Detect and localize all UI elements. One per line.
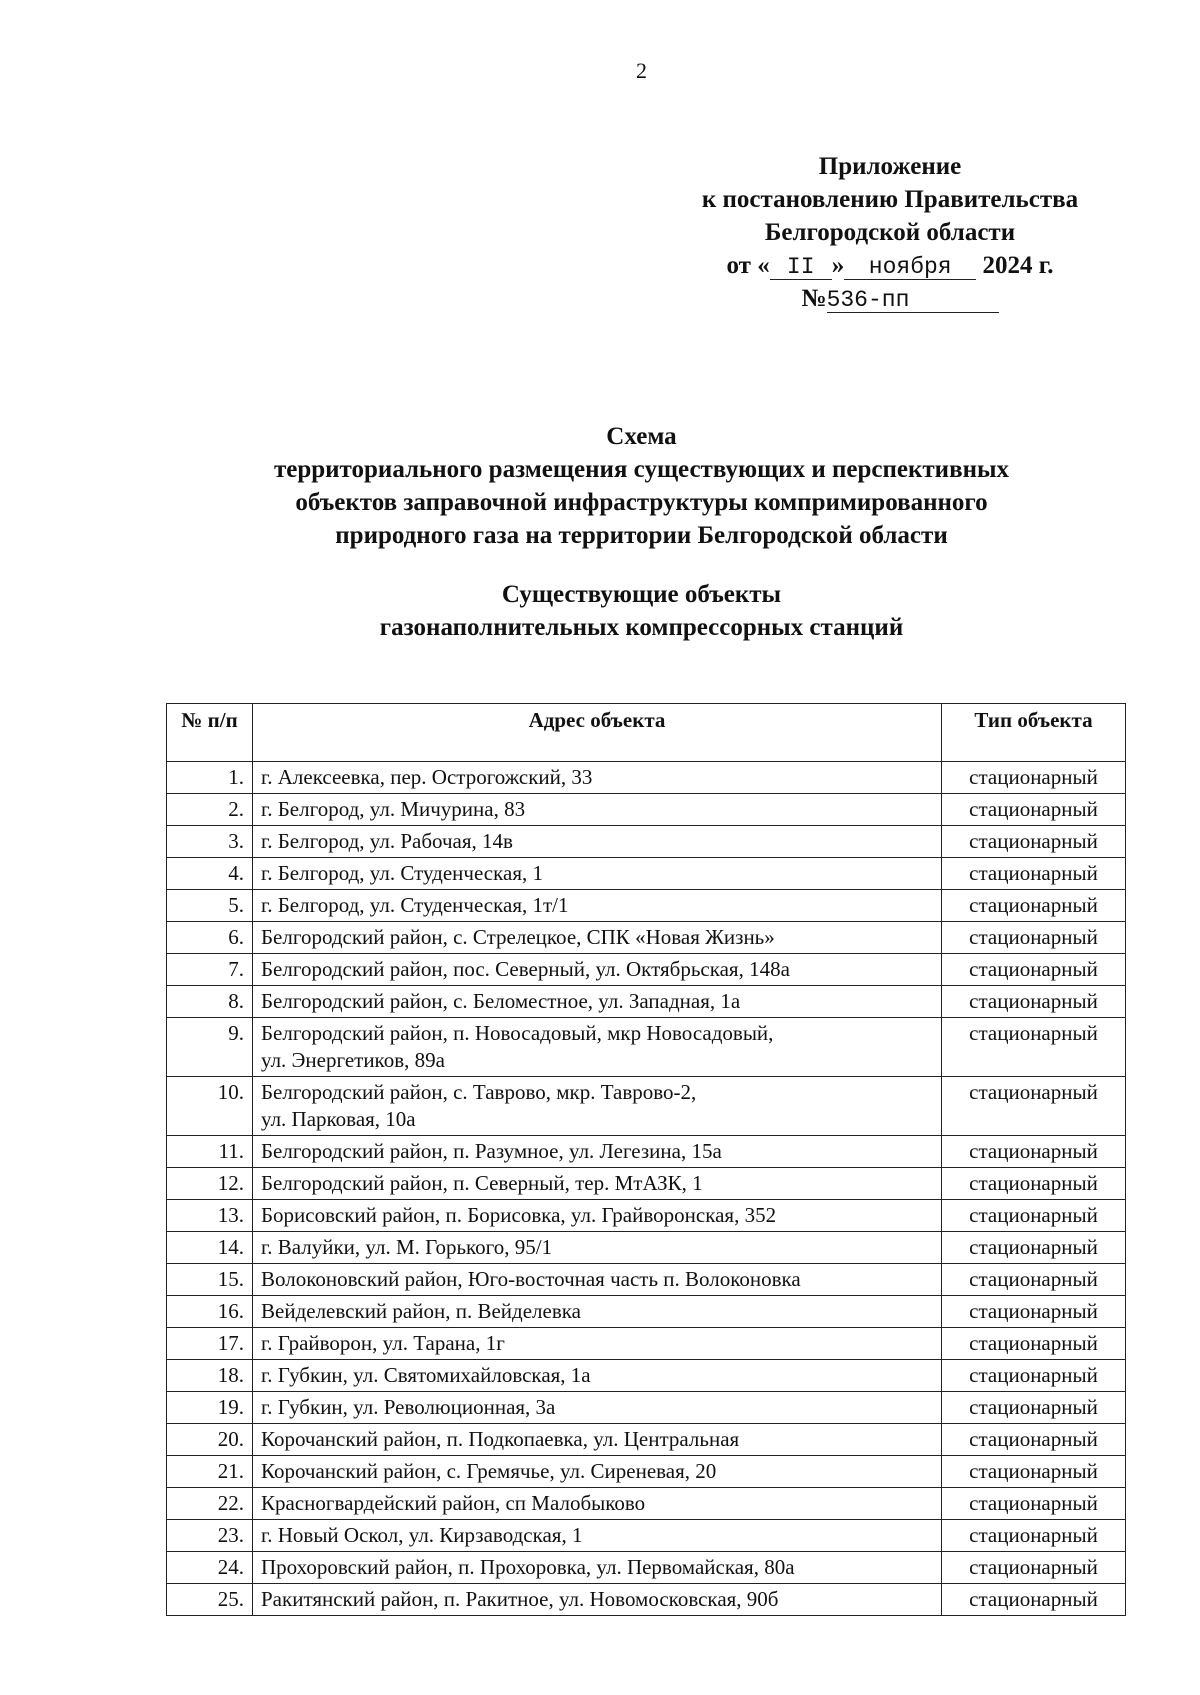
row-number: 17. bbox=[167, 1328, 253, 1360]
row-number: 3. bbox=[167, 826, 253, 858]
row-address: Волоконовский район, Юго-восточная часть п. Волоконовка bbox=[253, 1264, 942, 1296]
row-type: стационарный bbox=[942, 1232, 1126, 1264]
table-row bbox=[167, 1136, 1126, 1168]
row-type: стационарный bbox=[942, 1488, 1126, 1520]
row-type: стационарный bbox=[942, 858, 1126, 890]
row-type: стационарный bbox=[942, 890, 1126, 922]
row-address: г. Новый Оскол, ул. Кирзаводская, 1 bbox=[253, 1520, 942, 1552]
row-type: стационарный bbox=[942, 1168, 1126, 1200]
header-address: Адрес объекта bbox=[253, 704, 942, 762]
header-type: Тип объекта bbox=[942, 704, 1126, 762]
row-number: 4. bbox=[167, 858, 253, 890]
number-prefix: № bbox=[801, 285, 827, 312]
row-number: 18. bbox=[167, 1360, 253, 1392]
row-address-line-1: Белгородский район, п. Новосадовый, мкр Новосадовый, bbox=[261, 1021, 774, 1045]
row-address: г. Алексеевка, пер. Острогожский, 33 bbox=[253, 762, 942, 794]
row-address: г. Губкин, ул. Революционная, 3а bbox=[253, 1392, 942, 1424]
row-number: 23. bbox=[167, 1520, 253, 1552]
table-row bbox=[167, 1488, 1126, 1520]
row-address: г. Белгород, ул. Рабочая, 14в bbox=[253, 826, 942, 858]
row-address-line-2: ул. Энергетиков, 89а bbox=[261, 1048, 445, 1072]
row-address bbox=[253, 1077, 942, 1136]
row-type: стационарный bbox=[942, 1077, 1126, 1136]
table-row bbox=[167, 858, 1126, 890]
table-row bbox=[167, 1296, 1126, 1328]
row-address: Белгородский район, с. Беломестное, ул. Западная, 1а bbox=[253, 986, 942, 1018]
row-number: 25. bbox=[167, 1584, 253, 1616]
row-address: г. Белгород, ул. Мичурина, 83 bbox=[253, 794, 942, 826]
row-address: Ракитянский район, п. Ракитное, ул. Новомосковская, 90б bbox=[253, 1584, 942, 1616]
appendix-line-resolution: к постановлению Правительства bbox=[701, 186, 1079, 213]
row-type: стационарный bbox=[942, 826, 1126, 858]
appendix-line-region: Белгородской области bbox=[764, 219, 1016, 246]
row-type: стационарный bbox=[942, 1264, 1126, 1296]
table-row bbox=[167, 986, 1126, 1018]
table-row bbox=[167, 954, 1126, 986]
section-subtitle bbox=[0, 578, 1200, 644]
row-address-line-2: ул. Парковая, 10а bbox=[261, 1107, 416, 1131]
table-row bbox=[167, 794, 1126, 826]
appendix-number bbox=[640, 282, 1140, 315]
row-number: 6. bbox=[167, 922, 253, 954]
appendix-title: Приложение bbox=[818, 153, 962, 180]
row-address: г. Валуйки, ул. М. Горького, 95/1 bbox=[253, 1232, 942, 1264]
table-row bbox=[167, 1584, 1126, 1616]
row-number: 15. bbox=[167, 1264, 253, 1296]
row-type: стационарный bbox=[942, 1360, 1126, 1392]
document-title bbox=[0, 420, 1200, 552]
row-address: Белгородский район, п. Разумное, ул. Легезина, 15а bbox=[253, 1136, 942, 1168]
table-row bbox=[167, 1520, 1126, 1552]
date-mid: » bbox=[831, 252, 845, 279]
page-number: 2 bbox=[636, 58, 647, 83]
table-row bbox=[167, 1552, 1126, 1584]
title-line-1: Схема bbox=[606, 423, 677, 450]
row-type: стационарный bbox=[942, 922, 1126, 954]
row-number: 8. bbox=[167, 986, 253, 1018]
row-address: Вейделевский район, п. Вейделевка bbox=[253, 1296, 942, 1328]
row-address: Белгородский район, с. Стрелецкое, СПК «Новая Жизнь» bbox=[253, 922, 942, 954]
table-row bbox=[167, 1018, 1126, 1077]
title-line-4: природного газа на территории Белгородской области bbox=[335, 522, 948, 549]
row-type: стационарный bbox=[942, 1392, 1126, 1424]
row-address: г. Грайворон, ул. Тарана, 1г bbox=[253, 1328, 942, 1360]
subtitle-line-1: Существующие объекты bbox=[501, 581, 782, 608]
subtitle-line-2: газонаполнительных компрессорных станций bbox=[379, 614, 904, 641]
row-number: 10. bbox=[167, 1077, 253, 1136]
row-address: Корочанский район, п. Подкопаевка, ул. Центральная bbox=[253, 1424, 942, 1456]
table-row bbox=[167, 1232, 1126, 1264]
date-year: 2024 г. bbox=[982, 252, 1054, 279]
row-type: стационарный bbox=[942, 1584, 1126, 1616]
row-number: 14. bbox=[167, 1232, 253, 1264]
row-number: 16. bbox=[167, 1296, 253, 1328]
row-address: Белгородский район, пос. Северный, ул. Октябрьская, 148а bbox=[253, 954, 942, 986]
row-address: Корочанский район, с. Гремячье, ул. Сиреневая, 20 bbox=[253, 1456, 942, 1488]
row-address: Прохоровский район, п. Прохоровка, ул. Первомайская, 80а bbox=[253, 1552, 942, 1584]
table-row bbox=[167, 1392, 1126, 1424]
row-type: стационарный bbox=[942, 1552, 1126, 1584]
table-row bbox=[167, 1456, 1126, 1488]
appendix-date bbox=[640, 249, 1140, 282]
row-type: стационарный bbox=[942, 1200, 1126, 1232]
row-address: г. Белгород, ул. Студенческая, 1т/1 bbox=[253, 890, 942, 922]
table-row bbox=[167, 1328, 1126, 1360]
table-row bbox=[167, 922, 1126, 954]
row-type: стационарный bbox=[942, 986, 1126, 1018]
row-number: 20. bbox=[167, 1424, 253, 1456]
row-address: Борисовский район, п. Борисовка, ул. Грайворонская, 352 bbox=[253, 1200, 942, 1232]
row-type: стационарный bbox=[942, 1328, 1126, 1360]
row-address-line-1: Белгородский район, с. Таврово, мкр. Таврово-2, bbox=[261, 1080, 697, 1104]
row-number: 2. bbox=[167, 794, 253, 826]
appendix-header bbox=[640, 150, 1140, 315]
table-row bbox=[167, 1168, 1126, 1200]
header-num: № п/п bbox=[167, 704, 253, 762]
table-row bbox=[167, 1077, 1126, 1136]
row-type: стационарный bbox=[942, 762, 1126, 794]
table-row bbox=[167, 826, 1126, 858]
row-type: стационарный bbox=[942, 1456, 1126, 1488]
row-type: стационарный bbox=[942, 1136, 1126, 1168]
stations-table bbox=[166, 703, 1126, 1616]
row-number: 1. bbox=[167, 762, 253, 794]
table-row bbox=[167, 890, 1126, 922]
row-number: 11. bbox=[167, 1136, 253, 1168]
title-line-2: территориального размещения существующих и перспективных bbox=[273, 456, 1010, 483]
row-number: 9. bbox=[167, 1018, 253, 1077]
row-number: 22. bbox=[167, 1488, 253, 1520]
row-address: г. Губкин, ул. Святомихайловская, 1а bbox=[253, 1360, 942, 1392]
table-row bbox=[167, 1264, 1126, 1296]
number-value: 536-пп bbox=[827, 288, 999, 313]
table-row bbox=[167, 1200, 1126, 1232]
row-address bbox=[253, 1018, 942, 1077]
title-line-3: объектов заправочной инфраструктуры компримированного bbox=[295, 489, 988, 516]
row-number: 19. bbox=[167, 1392, 253, 1424]
date-day: II bbox=[770, 255, 832, 280]
row-number: 7. bbox=[167, 954, 253, 986]
row-type: стационарный bbox=[942, 1296, 1126, 1328]
table-header-row bbox=[167, 704, 1126, 762]
row-type: стационарный bbox=[942, 794, 1126, 826]
row-number: 21. bbox=[167, 1456, 253, 1488]
row-type: стационарный bbox=[942, 1520, 1126, 1552]
row-number: 24. bbox=[167, 1552, 253, 1584]
table-row bbox=[167, 1424, 1126, 1456]
table-row bbox=[167, 762, 1126, 794]
row-address: Красногвардейский район, сп Малобыково bbox=[253, 1488, 942, 1520]
row-type: стационарный bbox=[942, 1018, 1126, 1077]
row-address: Белгородский район, п. Северный, тер. МтАЗК, 1 bbox=[253, 1168, 942, 1200]
row-address: г. Белгород, ул. Студенческая, 1 bbox=[253, 858, 942, 890]
row-type: стационарный bbox=[942, 954, 1126, 986]
date-month: ноября bbox=[844, 255, 976, 280]
table-row bbox=[167, 1360, 1126, 1392]
row-type: стационарный bbox=[942, 1424, 1126, 1456]
row-number: 13. bbox=[167, 1200, 253, 1232]
date-prefix: от « bbox=[726, 252, 770, 279]
row-number: 12. bbox=[167, 1168, 253, 1200]
row-number: 5. bbox=[167, 890, 253, 922]
